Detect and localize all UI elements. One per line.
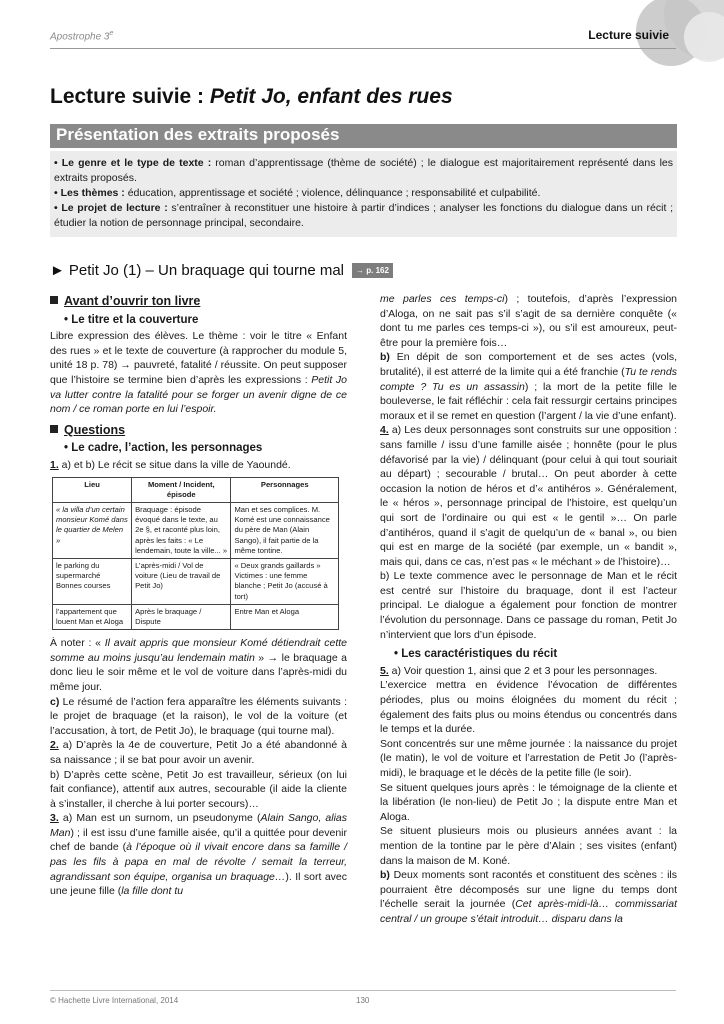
- question-1: 1. a) et b) Le récit se situe dans la ville de Yaoundé.: [50, 458, 291, 471]
- paragraph: Se situent plusieurs mois ou plusieurs années avant : la mention de la tontine par le père d’Alain ; ses visites (enfant) dans la maison de M. Koné.: [380, 825, 677, 867]
- section-title-text: Petit Jo (1) – Un braquage qui tourne mal: [68, 262, 345, 279]
- col-header: Moment / Incident, épisode: [132, 477, 231, 502]
- cadre-heading: • Le cadre, l’action, les personnages: [64, 442, 263, 455]
- footer-divider: [50, 990, 676, 991]
- note-paragraph: À noter : « Il avait appris que monsieur Komé détiendrait cette somme au moins jusqu’au lendemain matin » → le braquage a donc lieu le soir même et le vol de voiture dans l’après-midi du même jour.: [50, 637, 347, 693]
- table-cell: L’après-midi / Vol de voiture (Lieu de travail de Petit Jo): [132, 558, 231, 604]
- square-bullet-icon: [50, 425, 58, 433]
- table-cell: Man et ses complices. M. Komé est une connaissance du père de Man (Alain Sango), il fait partie de la même tontine.: [231, 502, 339, 558]
- page-number: 130: [356, 996, 370, 1005]
- presentation-item: • Les thèmes : éducation, apprentissage et société ; violence, délinquance ; responsabilité et culpabilité.: [54, 187, 541, 199]
- table-cell: l’appartement que louent Man et Aloga: [53, 604, 132, 629]
- presentation-heading: Présentation des extraits proposés: [50, 124, 677, 148]
- question-4b: b) Le texte commence avec le personnage de Man et le récit est centré sur l’histoire du braquage, dont il est l’acteur principal. Le dialogue a également pour fonction de montrer l’évolution du personnage. Dans ce passage du roman, Petit Jo n’intervient que lors d’un épisode.: [380, 570, 677, 641]
- paragraph: me parles ces temps-ci) ; toutefois, d’après l’expression d’Aloga, on ne sait pas s’il s’agit de sa dernière conquête (« dont tu me parles ces temps-ci »), ou s’il est amoureux, peut-être pour la première fois…: [380, 293, 677, 349]
- question-2b: b) D’après cette scène, Petit Jo est travailleur, sérieux (on lui fait confiance), attentif aux autres, secourable (il aide la cliente à s’installer, il cherche à lui porter secours)…: [50, 768, 347, 810]
- table-row: [53, 604, 339, 629]
- section-title: [50, 262, 393, 279]
- presentation-item: • Le projet de lecture : s’entraîner à reconstituer une histoire à partir d’indices ; analyser les fonctions du dialogue dans un récit ; étudier la notion de personnage principal, secondaire.: [54, 202, 673, 229]
- question-3: 3. a) Man est un surnom, un pseudonyme (Alain Sango, alias Man) ; il est issu d’une famille aisée, qu’il a quittée pour devenir chef de bande (à l’époque où il vivait encore dans sa famille / pas les fils à papa en mal de révolte / semait la terreur, agrandissant son équipe, organisa un braquage…). Il sort avec une jeune fille (la fille dont tu: [50, 812, 348, 898]
- paragraph: b) Deux moments sont racontés et constituent des scènes : ils pourraient être décomposés sur une ligne du temps dont l’échelle serait la journée (Cet après-midi-là… commissariat central / un groupe s’était introduit… disparu dans la: [380, 869, 678, 925]
- book-title: Apostrophe 3e: [50, 30, 114, 43]
- left-column: [50, 292, 347, 899]
- presentation-box: [50, 151, 677, 237]
- square-bullet-icon: [50, 296, 58, 304]
- page-title: Lecture suivie : Petit Jo, enfant des rues: [50, 85, 453, 108]
- header-divider: [50, 48, 676, 49]
- table-header-row: [53, 477, 339, 502]
- paragraph: Libre expression des élèves. Le thème : voir le titre « Enfant des rues » et le texte de couverture (à rapprocher du module 5, unité 18 p. 78) → pauvreté, fatalité / réussite. On peut supposer que l’histoire se termine bien d’après les expressions : Petit Jo va lutter contre la fatalité pour se forger un avenir digne de ce nom / ce roman porte en lui l’espoir.: [50, 330, 347, 416]
- paragraph: Sont concentrés sur une même journée : la naissance du projet (le matin), le vol de voiture et l’arrestation de Petit Jo (l’après-midi), le braquage et le décès de la petite fille (le soir).: [380, 737, 677, 779]
- question-5: 5. a) Voir question 1, ainsi que 2 et 3 pour les personnages.: [380, 664, 658, 677]
- page-ref-badge: → p. 162: [352, 263, 393, 278]
- section-label: Lecture suivie: [588, 28, 669, 42]
- copyright: © Hachette Livre International, 2014: [50, 996, 179, 1005]
- paragraph: L’exercice mettra en évidence l’évocation de différentes périodes, plus ou moins éloignées du moment du récit ; également des faits plus ou moins étendus ou concentrés dans le temps et la durée.: [380, 679, 677, 736]
- table-row: [53, 502, 339, 558]
- caracteristiques-heading: • Les caractéristiques du récit: [394, 648, 558, 661]
- table-cell: Après le braquage / Dispute: [132, 604, 231, 629]
- presentation-item: • Le genre et le type de texte : roman d’apprentissage (thème de société) ; le dialogue est majoritairement représenté dans les extraits proposés.: [54, 157, 673, 184]
- paragraph-c: c) Le résumé de l’action fera apparaître les éléments suivants : le projet de braquage (et la raison), le vol de la voiture (et l’accusation, à tort, de Petit Jo), le braquage (qui tourne mal).: [50, 695, 347, 737]
- questions-heading: Questions: [50, 423, 347, 438]
- info-table: [52, 477, 339, 631]
- question-2: 2. a) D’après la 4e de couverture, Petit Jo a été abandonné à sa naissance ; il se bat pour avoir un avenir.: [50, 739, 347, 766]
- avant-heading: Avant d’ouvrir ton livre: [50, 294, 347, 309]
- table-cell: « Deux grands gaillards » Victimes : une femme blanche ; Petit Jo (accusé à tort): [231, 558, 339, 604]
- paragraph: b) En dépit de son comportement et de ses actes (vols, brutalité), il est atterré de la limite qui a été franchie (Tu te rends compte ? Tu es un assassin) ; la mort de la petite fille le bouleverse, le fait réfléchir : cela fait ressurgir certains principes moraux et il se remet en question (l’argent / la vie d’une enfant).: [380, 351, 678, 422]
- table-cell: Entre Man et Aloga: [231, 604, 339, 629]
- right-column: [380, 292, 677, 927]
- question-4: 4. a) Les deux personnages sont construits sur une opposition : sans famille / issu d’une famille aisée ; honnête (pour le plus défavorisé par la vie) / délinquant (pour celui à qui tout souriait au départ) ; secourable / brutal… On peut aborder à cette occasion la notion de héros et d’« antihéros ». Généralement, le « héros », personnage principal de l’histoire, est quelqu’un qui sort de l’ordinaire ou qui est « le gentil »… On parle d’antihéros, quand il s’agit de quelqu’un de « banal », ou bien qui est en marge de la société (par exemple, un « bandit », mais qui, dans ce cas, n’est pas « le méchant » de l’histoire)…: [380, 424, 677, 568]
- col-header: Personnages: [231, 477, 339, 502]
- titre-couverture-heading: • Le titre et la couverture: [64, 313, 199, 326]
- paragraph: Se situent quelques jours après : le témoignage de la cliente et la libération (le non-lieu) de Petit Jo ; la dispute entre Man et Aloga.: [380, 781, 677, 823]
- table-cell: « la villa d’un certain monsieur Komé dans le quartier de Melen »: [53, 502, 132, 558]
- table-row: [53, 558, 339, 604]
- table-cell: le parking du supermarché Bonnes courses: [53, 558, 132, 604]
- col-header: Lieu: [53, 477, 132, 502]
- play-arrow-icon: ►: [50, 262, 65, 279]
- table-cell: Braquage : épisode évoqué dans le texte, au 2e §, et raconté plus loin, après les faits : « Le lendemain, toute la ville... »: [132, 502, 231, 558]
